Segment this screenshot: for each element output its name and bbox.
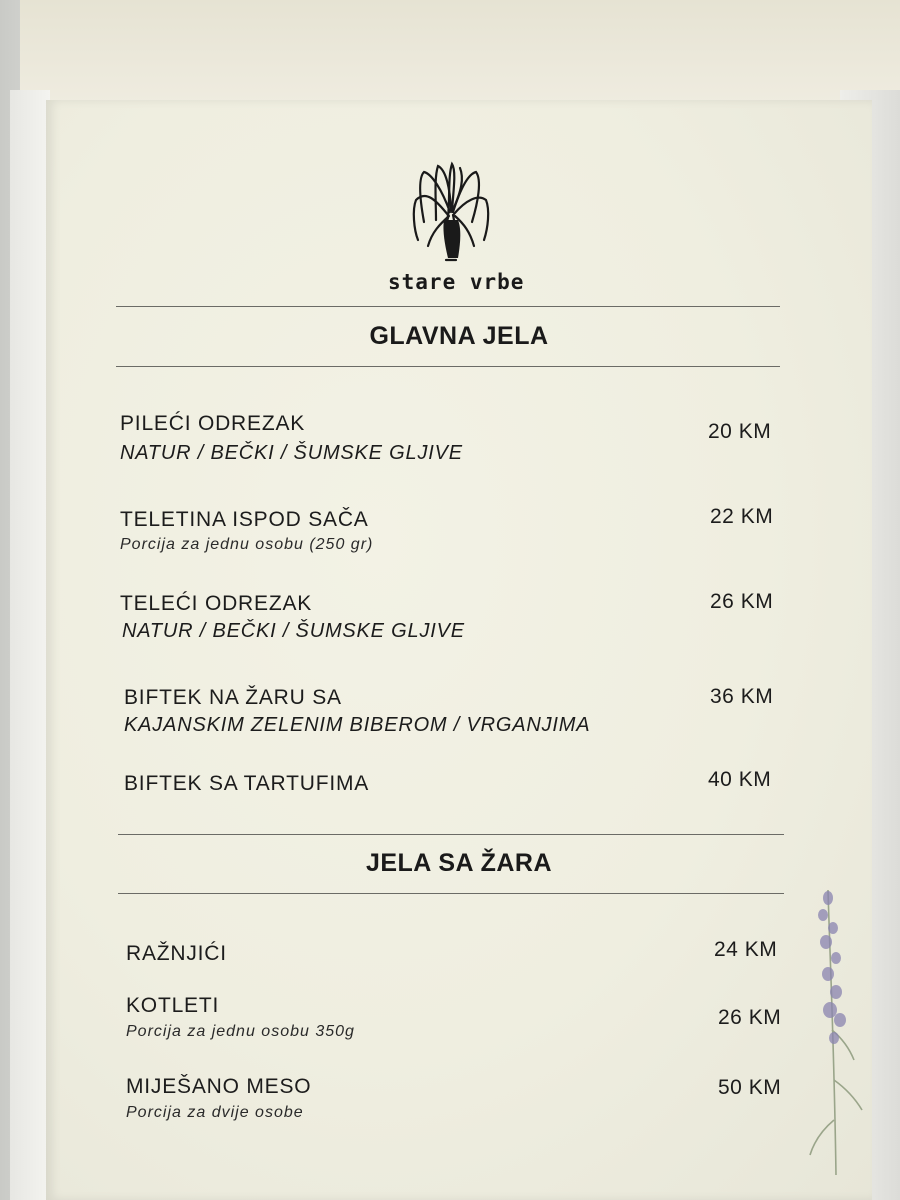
section-divider xyxy=(116,366,780,367)
menu-item-name: BIFTEK SA TARTUFIMA xyxy=(124,772,370,795)
menu-cover-top xyxy=(20,0,900,106)
menu-cover-left xyxy=(10,90,50,1200)
menu-item-price: 40 KM xyxy=(708,768,772,791)
section-divider xyxy=(116,306,780,307)
menu-item-note: Porcija za jednu osobu (250 gr) xyxy=(120,536,374,553)
section-title: JELA SA ŽARA xyxy=(365,849,553,877)
menu-item-name: MIJEŠANO MESO xyxy=(126,1075,312,1098)
menu-item-price: 20 KM xyxy=(708,420,772,443)
menu-item-price: 50 KM xyxy=(718,1076,782,1099)
menu-item-name: TELEĆI ODREZAK xyxy=(120,592,313,615)
menu-item-name: TELETINA ISPOD SAČA xyxy=(120,508,369,531)
menu-item-note: Porcija za dvije osobe xyxy=(126,1104,304,1121)
section-divider xyxy=(118,834,784,835)
menu-item-name: PILEĆI ODREZAK xyxy=(120,412,306,435)
menu-item-price: 24 KM xyxy=(714,938,778,961)
lavender-sprig-icon xyxy=(798,880,868,1180)
menu-item-name: BIFTEK NA ŽARU SA xyxy=(124,686,342,709)
menu-item-name: RAŽNJIĆI xyxy=(126,942,227,965)
menu-item-price: 36 KM xyxy=(710,685,774,708)
menu-page xyxy=(46,100,872,1200)
menu-item-price: 26 KM xyxy=(718,1006,782,1029)
menu-item-options: KAJANSKIM ZELENIM BIBEROM / VRGANJIMA xyxy=(124,714,591,736)
willow-tree-icon xyxy=(406,160,496,270)
restaurant-name: stare vrbe xyxy=(388,270,525,294)
menu-item-name: KOTLETI xyxy=(126,994,220,1017)
menu-item-options: NATUR / BEČKI / ŠUMSKE GLJIVE xyxy=(120,442,463,464)
menu-item-note: Porcija za jednu osobu 350g xyxy=(126,1023,355,1040)
menu-item-price: 26 KM xyxy=(710,590,774,613)
section-divider xyxy=(118,893,784,894)
menu-item-price: 22 KM xyxy=(710,505,774,528)
menu-item-options: NATUR / BEČKI / ŠUMSKE GLJIVE xyxy=(122,620,465,642)
section-title: GLAVNA JELA xyxy=(369,322,549,350)
